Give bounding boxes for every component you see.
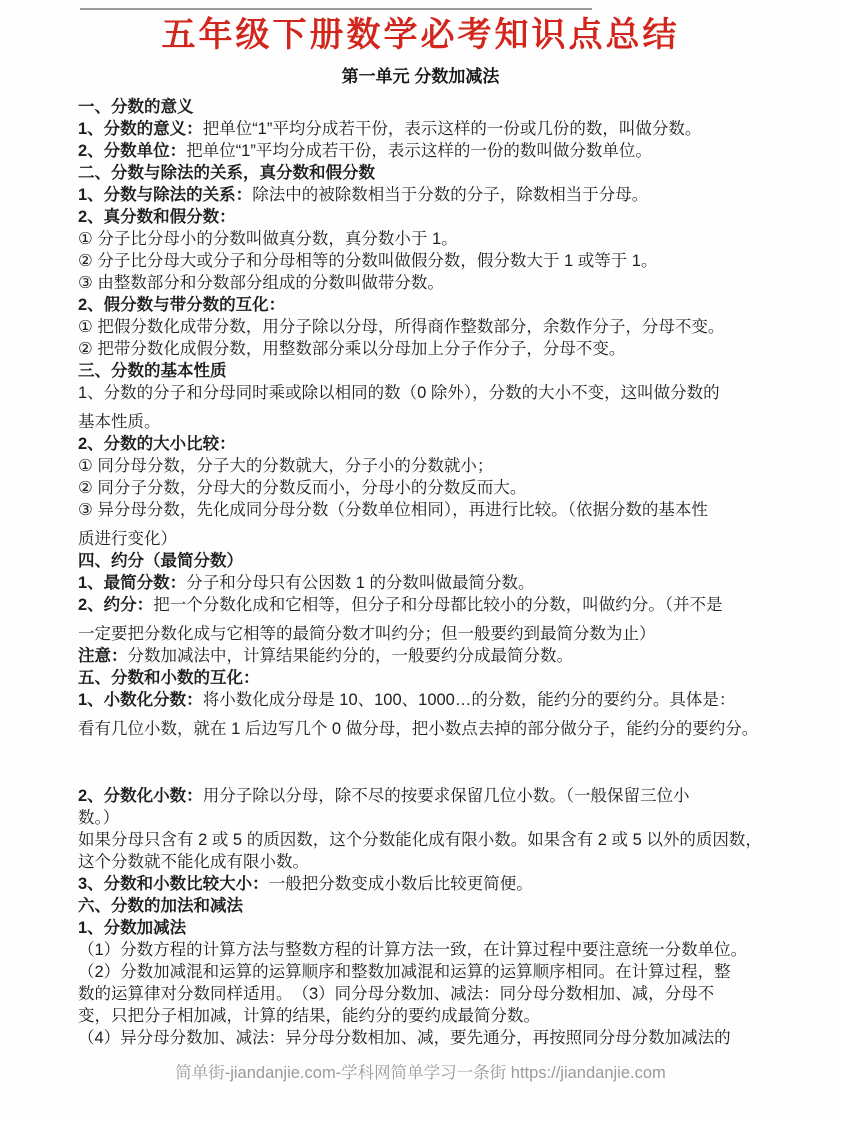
text-line bbox=[78, 689, 781, 711]
text-line bbox=[78, 667, 781, 689]
line-lead: 2、假分数与带分数的互化： bbox=[78, 296, 286, 314]
text-line bbox=[78, 455, 781, 477]
text-line bbox=[78, 250, 781, 272]
text-line bbox=[78, 895, 781, 917]
line-text: 一定要把分数化成与它相等的最简分数才叫约分；但一般要约到最简分数为止） bbox=[78, 625, 656, 643]
line-text: ② 同分子分数，分母大的分数反而小，分母小的分数反而大。 bbox=[78, 479, 527, 497]
text-line bbox=[78, 829, 781, 851]
line-lead: 二、分数与除法的关系，真分数和假分数 bbox=[78, 164, 375, 182]
line-text: 一般把分数变成小数后比较更简便。 bbox=[268, 875, 533, 893]
line-text: （1）分数方程的计算方法与整数方程的计算方法一致，在计算过程中要注意统一分数单位。 bbox=[78, 941, 748, 959]
line-text: 除法中的被除数相当于分数的分子，除数相当于分母。 bbox=[252, 186, 649, 204]
text-line bbox=[78, 645, 781, 667]
text-line bbox=[78, 851, 781, 873]
text-line bbox=[78, 433, 781, 455]
line-text: （4）异分母分数加、减法：异分母分数相加、减，要先通分，再按照同分母分数加减法的 bbox=[78, 1029, 731, 1047]
line-text: 变，只把分子相加减，计算的结果，能约分的要约成最简分数。 bbox=[78, 1007, 540, 1025]
line-lead: 注意： bbox=[78, 647, 128, 665]
page-title: 五年级下册数学必考知识点总结 bbox=[161, 16, 680, 54]
text-line bbox=[78, 316, 781, 338]
line-text: 数的运算律对分数同样适用。 （3）同分母分数加、减法：同分母分数相加、减，分母不 bbox=[78, 985, 715, 1003]
text-line bbox=[78, 873, 781, 895]
line-text: 基本性质。 bbox=[78, 413, 161, 431]
unit-heading: 第一单元 分数加减法 bbox=[341, 67, 500, 86]
text-line bbox=[78, 917, 781, 939]
text-line bbox=[78, 594, 781, 616]
line-lead: 2、分数化小数： bbox=[78, 787, 203, 805]
text-line bbox=[78, 338, 781, 360]
line-text: ② 把带分数化成假分数，用整数部分乘以分母加上分子作分子，分母不变。 bbox=[78, 340, 626, 358]
text-line bbox=[78, 382, 781, 404]
line-lead: 2、分数的大小比较： bbox=[78, 435, 236, 453]
line-lead: 1、分数加减法 bbox=[78, 919, 187, 937]
line-lead: 1、小数化分数： bbox=[78, 691, 203, 709]
line-text: 把单位“1”平均分成若干份，表示这样的一份或几份的数，叫做分数。 bbox=[202, 120, 702, 138]
text-line bbox=[78, 939, 781, 961]
text-line bbox=[78, 411, 781, 433]
line-text: 质进行变化） bbox=[78, 530, 177, 548]
text-line bbox=[78, 477, 781, 499]
line-lead: 四、约分（最简分数） bbox=[78, 552, 243, 570]
document-body bbox=[78, 96, 781, 1049]
text-line bbox=[78, 718, 781, 740]
text-line bbox=[78, 961, 781, 983]
line-text: ② 分子比分母大或分子和分母相等的分数叫做假分数，假分数大于 1 或等于 1。 bbox=[78, 252, 658, 270]
line-text: 看有几位小数，就在 1 后边写几个 0 做分母，把小数点去掉的部分做分子，能约分的要约分。 bbox=[78, 720, 759, 738]
text-line bbox=[78, 550, 781, 572]
text-line bbox=[78, 140, 781, 162]
line-text: 将小数化成分母是 10、100、1000…的分数，能约分的要约分。具体是： bbox=[202, 691, 736, 709]
line-text: ① 同分母分数，分子大的分数就大，分子小的分数就小； bbox=[78, 457, 494, 475]
text-line bbox=[78, 785, 781, 807]
text-line bbox=[78, 360, 781, 382]
line-text: （2）分数加减混和运算的运算顺序和整数加减混和运算的运算顺序相同。在计算过程，整 bbox=[78, 963, 731, 981]
text-line bbox=[78, 1027, 781, 1049]
line-lead: 六、分数的加法和减法 bbox=[78, 897, 243, 915]
line-text: 这个分数就不能化成有限小数。 bbox=[78, 853, 309, 871]
text-line bbox=[78, 499, 781, 521]
text-line bbox=[78, 294, 781, 316]
watermark-footer: 简单街-jiandanjie.com-学科网简单学习一条街 https://jiandanjie.com bbox=[175, 1064, 666, 1082]
text-line bbox=[78, 96, 781, 118]
text-line bbox=[78, 623, 781, 645]
text-line bbox=[78, 118, 781, 140]
line-lead: 1、分数的意义： bbox=[78, 120, 203, 138]
line-lead: 三、分数的基本性质 bbox=[78, 362, 227, 380]
page-top-border bbox=[80, 8, 592, 10]
line-lead: 1、最简分数： bbox=[78, 574, 187, 592]
line-text: 1、分数的分子和分母同时乘或除以相同的数（0 除外），分数的大小不变，这叫做分数的 bbox=[78, 384, 720, 402]
line-lead: 一、分数的意义 bbox=[78, 98, 194, 116]
line-text: 把单位“1”平均分成若干份，表示这样的一份的数叫做分数单位。 bbox=[186, 142, 652, 160]
text-line bbox=[78, 272, 781, 294]
line-text: 分数加减法中，计算结果能约分的，一般要约分成最简分数。 bbox=[127, 647, 573, 665]
line-lead: 1、分数与除法的关系： bbox=[78, 186, 253, 204]
line-lead: 2、分数单位： bbox=[78, 142, 187, 160]
line-text: ③ 由整数部分和分数部分组成的分数叫做带分数。 bbox=[78, 274, 444, 292]
line-lead: 2、真分数和假分数： bbox=[78, 208, 236, 226]
line-text: 数。） bbox=[78, 809, 120, 827]
line-text: 如果分母只含有 2 或 5 的质因数，这个分数能化成有限小数。如果含有 2 或 5 以外的质因数， bbox=[78, 831, 762, 849]
text-line bbox=[78, 162, 781, 184]
text-line bbox=[78, 1005, 781, 1027]
text-line bbox=[78, 807, 781, 829]
text-line bbox=[78, 206, 781, 228]
text-line bbox=[78, 184, 781, 206]
line-text: 把一个分数化成和它相等，但分子和分母都比较小的分数，叫做约分。（并不是 bbox=[153, 596, 723, 614]
line-text: ① 分子比分母小的分数叫做真分数，真分数小于 1。 bbox=[78, 230, 458, 248]
line-text: 用分子除以分母，除不尽的按要求保留几位小数。（一般保留三位小 bbox=[202, 787, 690, 805]
line-text: ③ 异分母分数，先化成同分母分数（分数单位相同），再进行比较。（依据分数的基本性 bbox=[78, 501, 708, 519]
line-text: 分子和分母只有公因数 1 的分数叫做最简分数。 bbox=[186, 574, 535, 592]
text-line bbox=[78, 983, 781, 1005]
line-lead: 2、约分： bbox=[78, 596, 154, 614]
line-lead: 3、分数和小数比较大小： bbox=[78, 875, 269, 893]
text-line bbox=[78, 528, 781, 550]
line-text: ① 把假分数化成带分数，用分子除以分母，所得商作整数部分，余数作分子，分母不变。 bbox=[78, 318, 725, 336]
line-lead: 五、分数和小数的互化： bbox=[78, 669, 260, 687]
text-line bbox=[78, 228, 781, 250]
text-line bbox=[78, 572, 781, 594]
